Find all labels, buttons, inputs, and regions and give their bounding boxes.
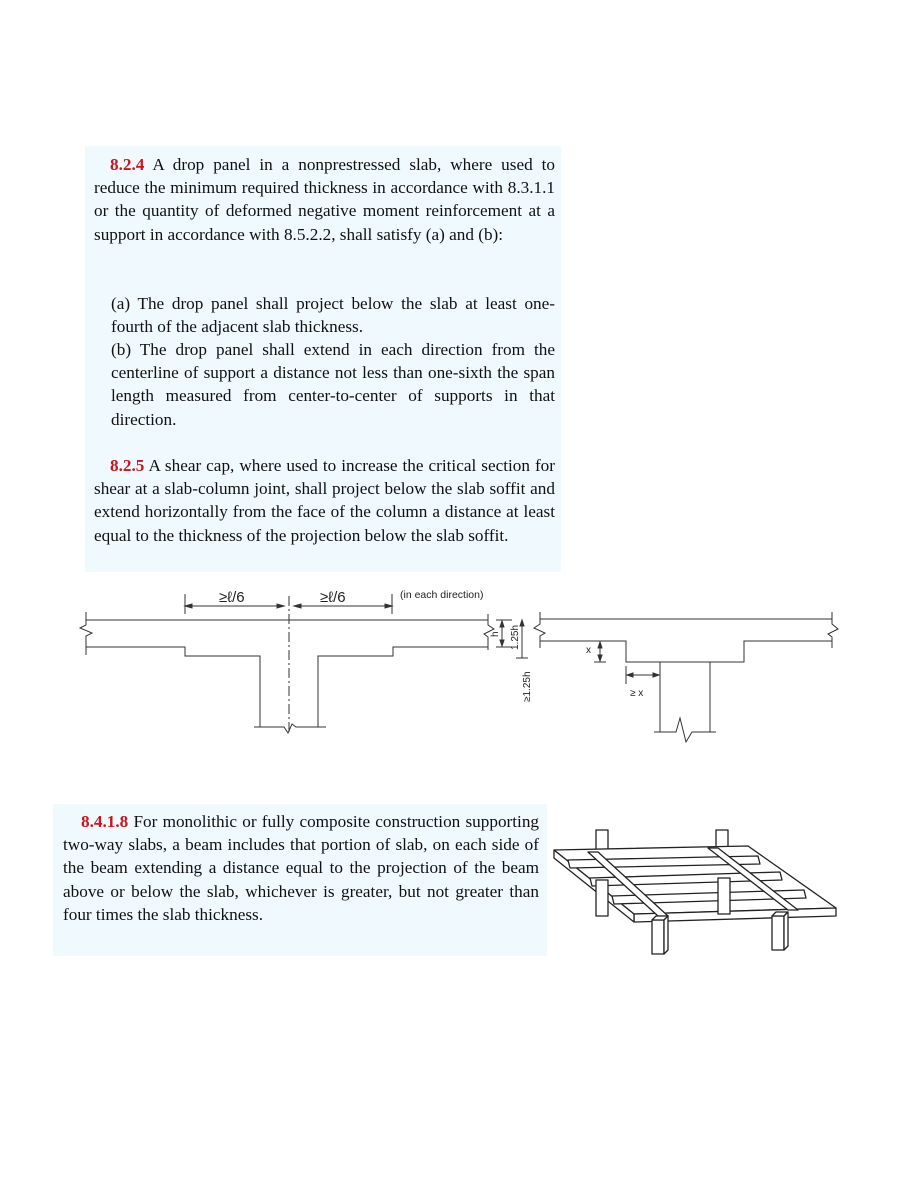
section-number: 8.2.4 <box>110 155 145 174</box>
section-number: 8.2.5 <box>110 456 145 475</box>
label-ge-x: ≥ x <box>630 688 644 699</box>
label-x: x <box>586 645 591 656</box>
item-b-text: (b) The drop panel shall extend in each direction from the centerline of support a distance not less than one-sixth the span length measured from center-to-center of supports in that direction. <box>111 340 555 429</box>
dim-right-label: ≥ℓ/6 <box>320 589 346 606</box>
section-text: For monolithic or fully composite construction supporting two-way slabs, a beam includes that portion of slab, on each side of the beam extending a distance equal to the projection of the beam above or below the slab, whichever is greater, but not greater than four times the slab thickness. <box>63 812 540 924</box>
label-h: h <box>490 631 501 637</box>
section-8-4-1-8 <box>63 810 539 926</box>
label-ge-1-25h: ≥1.25h <box>522 671 533 702</box>
label-1-25h: 1.25h <box>510 624 521 650</box>
item-a-text: (a) The drop panel shall project below the slab at least one-fourth of the adjacent slab thickness. <box>111 294 555 337</box>
section-text: A drop panel in a nonprestressed slab, where used to reduce the minimum required thickness in accordance with 8.3.1.1 or the quantity of deformed negative moment reinforcement at a support in accordance with 8.5.2.2, shall satisfy (a) and (b): <box>94 155 555 244</box>
beam-slab-isometric-figure <box>548 820 848 960</box>
dim-left-label: ≥ℓ/6 <box>219 589 245 606</box>
section-text: A shear cap, where used to increase the critical section for shear at a slab-column joint, shall project below the slab soffit and extend horizontally from the face of the column a distance at least equal to the thickness of the projection below the slab soffit. <box>94 456 555 545</box>
section-number: 8.4.1.8 <box>81 812 129 831</box>
item-b <box>111 338 555 431</box>
dim-note: (in each direction) <box>400 589 484 601</box>
section-8-2-4 <box>94 153 555 246</box>
section-8-2-5 <box>94 454 555 547</box>
drop-panel-shear-cap-figure <box>0 580 918 750</box>
item-a <box>111 292 555 338</box>
